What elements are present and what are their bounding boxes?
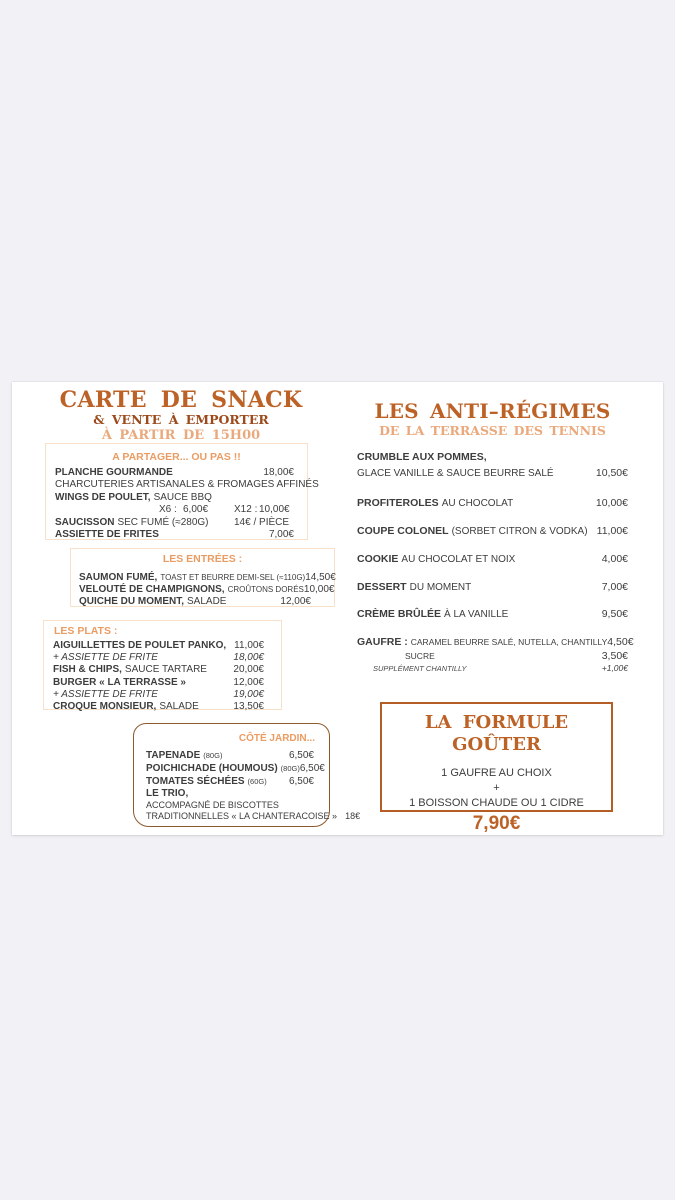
menu-item — [44, 677, 281, 689]
menu-item-supplement — [44, 652, 281, 664]
item-weight: (60G) — [247, 777, 267, 786]
menu-item — [71, 584, 334, 596]
item-name: VELOUTÉ DE CHAMPIGNONS, — [79, 584, 225, 595]
item-desc: SALADE — [159, 701, 199, 713]
menu-card — [12, 382, 663, 835]
item-price: 12,00€ — [233, 676, 264, 688]
item-price: 18€ — [345, 810, 361, 821]
item-price: 4,50€ — [607, 636, 634, 648]
item-desc: SAUCE BBQ — [153, 491, 212, 503]
item-desc: À LA VANILLE — [444, 609, 509, 620]
garden-section-rows — [134, 749, 361, 821]
item-price: 12,00€ — [280, 596, 311, 607]
item-weight: (80G) — [203, 751, 223, 760]
item-name: CROQUE MONSIEUR, — [53, 701, 157, 713]
menu-item — [46, 467, 307, 479]
item-name: TAPENADE — [146, 750, 201, 761]
item-price: 6,50€ — [288, 776, 314, 787]
plus-sign: + — [493, 782, 500, 794]
item-desc: ACCOMPAGNÉ DE BISCOTTES — [146, 800, 279, 810]
item-price: 18,00€ — [263, 467, 294, 478]
menu-item-supplement — [44, 689, 281, 701]
page-title: CARTE DE SNACK — [59, 387, 303, 413]
item-price: 6,50€ — [299, 763, 325, 774]
menu-item — [357, 608, 628, 620]
item-desc: (SORBET CITRON & VODKA) — [451, 526, 588, 537]
item-price: 19,00€ — [233, 688, 264, 700]
item-name: TOMATES SÉCHÉES — [146, 776, 245, 787]
item-name: DESSERT — [357, 581, 407, 593]
item-name: SAUCISSON — [55, 516, 115, 528]
item-price: 11,00€ — [234, 640, 264, 651]
desserts-title: LES ANTI–RÉGIMES — [374, 399, 611, 423]
item-price: 7,00€ — [601, 581, 628, 593]
item-desc: AU CHOCOLAT — [441, 498, 514, 509]
menu-item — [134, 749, 329, 762]
mains-section-header: LES PLATS : — [54, 625, 118, 637]
item-name: CRUMBLE AUX POMMES, — [357, 451, 487, 463]
item-desc: CHARCUTERIES ARTISANALES & FROMAGES AFFINÉS — [55, 479, 319, 491]
menu-item — [357, 553, 628, 565]
option-x6-label: X6 : — [159, 504, 177, 516]
menu-item — [357, 497, 628, 509]
item-desc: SEC FUMÉ (≈280G) — [117, 516, 209, 528]
option-x6-price: 6,00€ — [183, 504, 209, 516]
formule-line1: 1 GAUFRE AU CHOIX — [441, 767, 552, 779]
mains-section-box — [43, 620, 282, 713]
item-price: 7,00€ — [268, 529, 294, 541]
menu-item — [46, 492, 307, 504]
menu-item-description — [357, 467, 628, 479]
item-desc: CROÛTONS DORÉS — [227, 585, 304, 594]
item-desc: TOAST ET BEURRE DEMI-SEL (≈110G) — [160, 573, 306, 582]
item-name: WINGS DE POULET, — [55, 491, 151, 503]
menu-item — [44, 664, 281, 676]
item-price: 10,00€ — [303, 584, 335, 595]
formule-title: LA FORMULE GOÛTER — [424, 712, 569, 755]
item-price: 14€ / PIÈCE — [234, 516, 290, 528]
item-desc: CARAMEL BEURRE SALÉ, NUTELLA, CHANTILLY — [410, 637, 608, 647]
item-name: SAUMON FUMÉ, — [79, 572, 158, 583]
item-name: PLANCHE GOURMANDE — [55, 467, 173, 478]
item-name: FISH & CHIPS, — [53, 664, 122, 676]
item-name: ASSIETTE DE FRITES — [55, 529, 159, 541]
menu-item-description — [134, 810, 361, 822]
menu-item — [46, 517, 307, 529]
starters-section-box — [70, 548, 335, 607]
item-desc: SAUCE TARTARE — [124, 664, 207, 676]
item-name: LE TRIO, — [146, 788, 189, 799]
option-price: 3,50€ — [601, 650, 628, 662]
menu-item — [44, 701, 281, 713]
item-price: 10,50€ — [595, 467, 628, 479]
item-name: PROFITEROLES — [357, 497, 439, 509]
option-x12-label: X12 : — [234, 504, 258, 516]
menu-item — [357, 636, 634, 648]
share-section-header: A PARTAGER... OU PAS !! — [112, 451, 241, 463]
item-weight: (80G) — [280, 764, 300, 773]
item-desc: TRADITIONNELLES « LA CHANTERACOISE » — [146, 810, 338, 821]
wings-options-row — [46, 504, 307, 516]
menu-item — [71, 596, 334, 608]
formule-gouter-box — [380, 702, 613, 834]
item-price: 6,50€ — [288, 750, 314, 761]
supplement-price: +1,00€ — [601, 663, 628, 673]
menu-item-description — [46, 479, 319, 491]
menu-item — [134, 762, 329, 775]
option-name: SUCRE — [405, 651, 435, 661]
item-price: 14,50€ — [305, 572, 336, 583]
formule-line2: 1 BOISSON CHAUDE OU 1 CIDRE — [409, 797, 584, 809]
item-name: QUICHE DU MOMENT, — [79, 596, 184, 607]
item-desc: GLACE VANILLE & SAUCE BEURRE SALÉ — [357, 468, 554, 479]
menu-item — [357, 581, 628, 593]
share-section-rows — [46, 467, 319, 541]
menu-item — [44, 640, 281, 652]
menu-item — [357, 525, 628, 537]
menu-item — [357, 451, 628, 463]
item-name: COOKIE — [357, 553, 399, 565]
item-desc: DU MOMENT — [409, 582, 472, 593]
item-price: 20,00€ — [233, 664, 264, 676]
starters-section-rows — [71, 572, 334, 608]
page-subtitle-takeaway: & VENTE À EMPORTER — [93, 412, 269, 427]
item-name: + ASSIETTE DE FRITE — [53, 652, 158, 664]
menu-item-supplement — [373, 663, 628, 673]
item-name: COUPE COLONEL — [357, 525, 449, 537]
page-subtitle-hours: À PARTIR DE 15H00 — [101, 428, 261, 443]
item-name: GAUFRE : — [357, 636, 408, 648]
menu-item — [46, 529, 307, 541]
left-column-header — [45, 388, 317, 443]
item-price: 9,50€ — [601, 608, 628, 620]
mains-section-rows — [44, 640, 281, 713]
item-price: 4,00€ — [601, 553, 628, 565]
garden-section-box — [133, 723, 361, 827]
menu-item — [71, 572, 334, 584]
garden-section-header: CÔTÉ JARDIN... — [238, 733, 315, 744]
item-desc: AU CHOCOLAT ET NOIX — [401, 554, 516, 565]
menu-item — [134, 788, 329, 800]
formule-price: 7,90€ — [472, 813, 521, 834]
share-section-box — [45, 443, 319, 541]
item-price: 18,00€ — [233, 652, 264, 664]
item-name: + ASSIETTE DE FRITE — [53, 688, 158, 700]
item-desc: SALADE — [187, 596, 227, 607]
item-price: 13,50€ — [233, 701, 264, 713]
supplement-name: SUPPLÉMENT CHANTILLY — [373, 664, 467, 673]
item-price: 10,00€ — [595, 497, 628, 509]
starters-section-header: LES ENTRÉES : — [162, 553, 243, 565]
item-name: POICHICHADE (HOUMOUS) — [146, 763, 278, 774]
item-name: AIGUILLETTES DE POULET PANKO, — [53, 640, 227, 651]
item-price: 11,00€ — [596, 525, 628, 537]
menu-item-option — [405, 650, 628, 662]
item-name: BURGER « LA TERRASSE » — [53, 676, 186, 688]
desserts-subtitle: DE LA TERRASSE DES TENNIS — [379, 423, 606, 438]
menu-item-description — [134, 800, 329, 811]
option-x12-price: 10,00€ — [259, 504, 290, 516]
item-name: CRÈME BRÛLÉE — [357, 608, 442, 620]
menu-item — [134, 775, 329, 788]
